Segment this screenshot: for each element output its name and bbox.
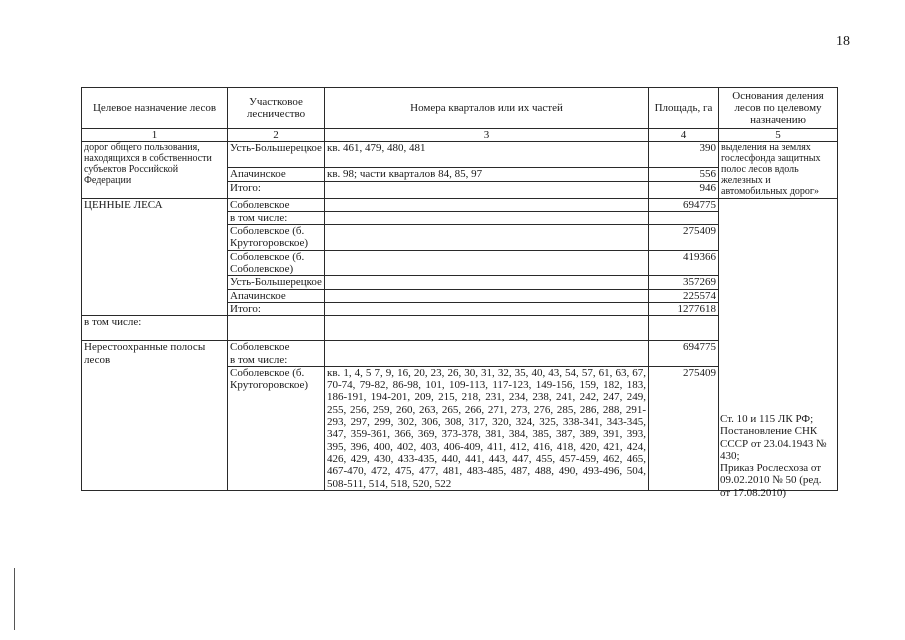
empty-cell <box>325 302 649 315</box>
empty-cell <box>325 225 649 251</box>
area-cell: 275409 <box>649 366 719 490</box>
total-area: 1277618 <box>649 302 719 315</box>
column-number-row <box>82 129 838 142</box>
page-number: 18 <box>836 34 850 49</box>
col-number: 3 <box>325 129 649 142</box>
section2-purpose: ЦЕННЫЕ ЛЕСА <box>82 198 228 316</box>
total-label: Итого: <box>228 302 325 315</box>
table-row <box>82 198 838 211</box>
table-row <box>82 142 838 168</box>
empty-cell <box>325 250 649 276</box>
forestry-cell: Соболевское (б. Крутогоровское) <box>228 225 325 251</box>
margin-line <box>14 568 15 630</box>
forestry-cell: в том числе: <box>228 211 325 224</box>
empty-cell <box>325 289 649 302</box>
header-purpose: Целевое назначение лесов <box>82 88 228 129</box>
area-cell: 419366 <box>649 250 719 276</box>
section1-purpose: дорог общего пользования, находящихся в собственности субъектов Российской Федерации <box>82 142 228 198</box>
col-number: 4 <box>649 129 719 142</box>
empty-cell <box>325 316 649 341</box>
empty-cell <box>649 316 719 341</box>
header-quarters: Номера кварталов или их частей <box>325 88 649 129</box>
empty-cell <box>325 198 649 211</box>
section3-purpose: Нерестоохранные полосы лесов <box>82 341 228 491</box>
quarters-cell: кв. 461, 479, 480, 481 <box>325 142 649 168</box>
header-row <box>82 88 838 129</box>
forestry-cell: Усть-Большерецкое <box>228 276 325 289</box>
empty-cell <box>325 211 649 224</box>
incl-label: в том числе: <box>82 316 228 341</box>
area-cell: 225574 <box>649 289 719 302</box>
header-basis: Основания деления лесов по целевому назначению <box>719 88 838 129</box>
header-forestry: Участковое лесничество <box>228 88 325 129</box>
forestry-cell: Усть-Большерецкое <box>228 142 325 168</box>
col-number: 1 <box>82 129 228 142</box>
area-cell: 390 <box>649 142 719 168</box>
empty-cell <box>325 341 649 367</box>
forestry-cell: Соболевское в том числе: <box>228 341 325 367</box>
area-cell: 275409 <box>649 225 719 251</box>
forestry-cell: Соболевское (б. Соболевское) <box>228 250 325 276</box>
area-cell: 694775 <box>649 198 719 211</box>
forestry-cell: Соболевское <box>228 198 325 211</box>
forestry-cell: Соболевское (б. Крутогоровское) <box>228 366 325 490</box>
quarters-cell: кв. 1, 4, 5 7, 9, 16, 20, 23, 26, 30, 31, 32, 35, 40, 43, 54, 57, 61, 63, 67, 70-74, 79-82, 86-98, 101, 109-113, 117-123, 149-156, 159, 182, 183, 186-191, 194-201, 209, 215, 218, 231, 234, 238, 241, 242, 247, 249, 255, 256, 259, 260, 263, 265, 266, 271, 273, 276, 285, 286, 288, 291-293, 297, 299, 302, 306, 308, 317, 320, 324, 325, 338-341, 343-345, 347, 359-361, 366, 369, 373-378, 381, 384, 385, 387, 389, 391, 393, 395, 396, 400, 402, 403, 406-409, 411, 412, 416, 418, 420, 421, 424, 426, 429, 430, 433-435, 440, 441, 443, 447, 455, 457-459, 462, 465, 467-470, 472, 475, 477, 481, 483-485, 487, 488, 490, 493-496, 504, 508-511, 514, 518, 520, 522 <box>325 366 649 490</box>
section1-basis: выделения на землях гослесфонда защитных полос лесов вдоль железных и автомобильных дорог» <box>719 142 838 198</box>
col-number: 2 <box>228 129 325 142</box>
total-area: 946 <box>649 181 719 198</box>
quarters-cell: кв. 98; части кварталов 84, 85, 97 <box>325 168 649 181</box>
area-cell: 357269 <box>649 276 719 289</box>
forestry-cell: Апачинское <box>228 168 325 181</box>
empty-cell <box>228 316 325 341</box>
total-label: Итого: <box>228 181 325 198</box>
empty-cell <box>325 276 649 289</box>
area-cell: 556 <box>649 168 719 181</box>
col-number: 5 <box>719 129 838 142</box>
empty-cell <box>325 181 649 198</box>
area-cell <box>649 211 719 224</box>
section3-basis: Ст. 10 и 115 ЛК РФ; Постановление СНК СССР от 23.04.1943 № 430; Приказ Рослесхоза от 09.02.2010 № 50 (ред. от 17.08.2010) <box>720 413 827 499</box>
header-area: Площадь, га <box>649 88 719 129</box>
area-cell: 694775 <box>649 341 719 367</box>
forestry-cell: Апачинское <box>228 289 325 302</box>
